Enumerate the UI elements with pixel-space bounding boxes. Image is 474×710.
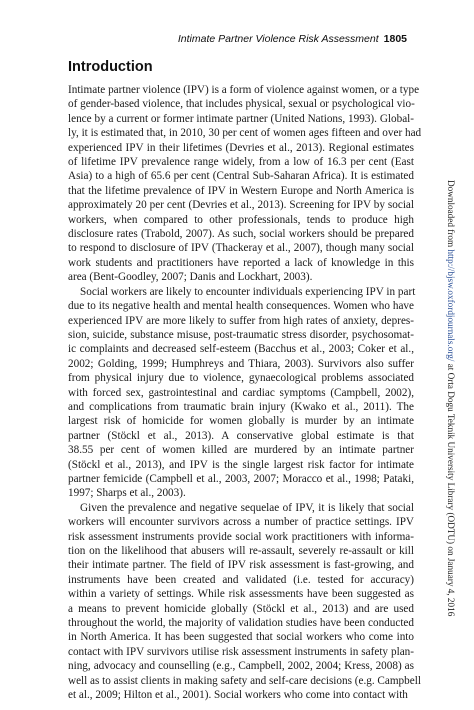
- body-line: Given the prevalence and negative sequelae of IPV, it is likely that social: [80, 501, 414, 514]
- body-line: their intimate partner. The field of IPV risk assessment is fast-growing, and: [68, 559, 414, 572]
- body-line: Intimate partner violence (IPV) is a form of violence against women, or a type: [68, 84, 420, 96]
- body-line: with forced sex, gastrointestinal and cardiac symptoms (Campbell, 2002),: [68, 386, 414, 399]
- body-line: experienced IPV in their lifetimes (Devries et al., 2013). Regional estimates: [68, 141, 414, 154]
- body-line: workers, when compared to other professionals, tends to produce high: [68, 213, 414, 226]
- body-line: instruments have been created and validated (i.e. tested for accuracy): [68, 573, 414, 586]
- body-line: approximately 20 per cent (Devries et al., 2013). Screening for IPV by social: [68, 199, 414, 212]
- body-line: ic complaints and decreased self-esteem (Bacchus et al., 2003; Coker et al.,: [68, 343, 414, 356]
- body-line: area (Bent-Goodley, 2007; Danis and Lockhart, 2003).: [68, 271, 313, 284]
- running-title: Intimate Partner Violence Risk Assessment: [177, 33, 379, 45]
- body-line: work students and practitioners have reported a lack of knowledge in this: [68, 256, 414, 269]
- body-line: sion, suicide, substance misuse, post-traumatic stress disorder, psychosomat-: [68, 328, 414, 341]
- body-line: throughout the world, the majority of validation studies have been conducted: [68, 617, 414, 630]
- body-line: a means to prevent homicide globally (Stöckl et al., 2013) and are used: [68, 602, 414, 615]
- body-line: tion on the likelihood that abusers will re-assault, severely re-assault or kill: [68, 545, 414, 557]
- body-line: contact with IPV survivors utilise risk assessment instruments in safety plan-: [68, 645, 414, 658]
- body-line: et al., 2009; Hilton et al., 2001). Social workers who come into contact with: [68, 689, 408, 702]
- body-line: lence by a current or former intimate partner (United Nations, 1993). Global-: [68, 112, 414, 125]
- body-line: of lifetime IPV prevalence range widely, from a low of 16.3 per cent (East: [68, 156, 414, 169]
- body-line: disclosure rates (Trabold, 2007). As such, social workers should be prepared: [68, 228, 414, 241]
- page-number: 1805: [383, 33, 407, 45]
- body-line: partner femicide (Campbell et al., 2003, 2007; Moracco et al., 1998; Pataki,: [68, 472, 414, 485]
- body-line: and complications from traumatic brain injury (Kwako et al., 2011). The: [68, 400, 414, 413]
- body-line: workers will encounter survivors across a number of practice settings. IPV: [68, 516, 414, 529]
- download-suffix: at Orta Dogu Teknik University Library (ODTU) on January 4, 2016: [446, 361, 456, 617]
- body-line: largest risk of homicide for women globally is murder by an intimate: [68, 415, 414, 428]
- body-line: in North America. It has been suggested that social workers who come into: [68, 631, 414, 644]
- body-line: risk assessment instruments provide social work practitioners with informa-: [68, 530, 414, 543]
- body-line: of gender-based violence, that includes physical, sexual or psychological vio-: [68, 98, 415, 111]
- body-line: experienced IPV are more likely to suffer from high rates of anxiety, depres-: [68, 314, 414, 327]
- body-line: 2002; Golding, 1999; Humphreys and Thiara, 2003). Survivors also suffer: [68, 357, 414, 370]
- body-line: ly, it is estimated that, in 2010, 30 per cent of women ages fifteen and over had: [68, 127, 422, 140]
- body-line: 38.55 per cent of women killed are murdered by an intimate partner: [68, 444, 414, 457]
- body-line: (Stöckl et al., 2013), and IPV is the single largest risk factor for intimate: [68, 458, 414, 471]
- body-line: ning, advocacy and counselling (e.g., Campbell, 2002, 2004; Kress, 2008) as: [68, 660, 414, 673]
- section-title: Introduction: [68, 59, 153, 75]
- article-body: [68, 83, 422, 702]
- body-line: partner (Stöckl et al., 2013). A conservative global estimate is that: [68, 429, 414, 442]
- journal-link[interactable]: http://bjsw.oxfordjournals.org/: [446, 249, 456, 362]
- body-line: due to its negative health and mental health consequences. Women who have: [68, 300, 414, 313]
- body-line: well as to assist clients in making safety and self-care decisions (e.g. Campbell: [68, 674, 421, 687]
- body-line: 1997; Sharps et al., 2003).: [68, 487, 186, 500]
- download-prefix: Downloaded from: [446, 180, 456, 250]
- download-watermark: [446, 180, 456, 616]
- body-line: that the lifetime prevalence of IPV in Western Europe and North America is: [68, 184, 414, 197]
- body-line: Social workers are likely to encounter individuals experiencing IPV in part: [80, 285, 416, 298]
- body-line: from physical injury due to violence, gynaecological problems associated: [68, 372, 414, 385]
- body-line: Asia) to a high of 65.6 per cent (Central Sub-Saharan Africa). It is estimated: [68, 170, 414, 183]
- body-line: to respond to disclosure of IPV (Thackeray et al., 2007), though many social: [68, 242, 414, 255]
- body-line: within a variety of settings. While risk assessments have been suggested as: [68, 588, 414, 601]
- running-header: [178, 33, 407, 45]
